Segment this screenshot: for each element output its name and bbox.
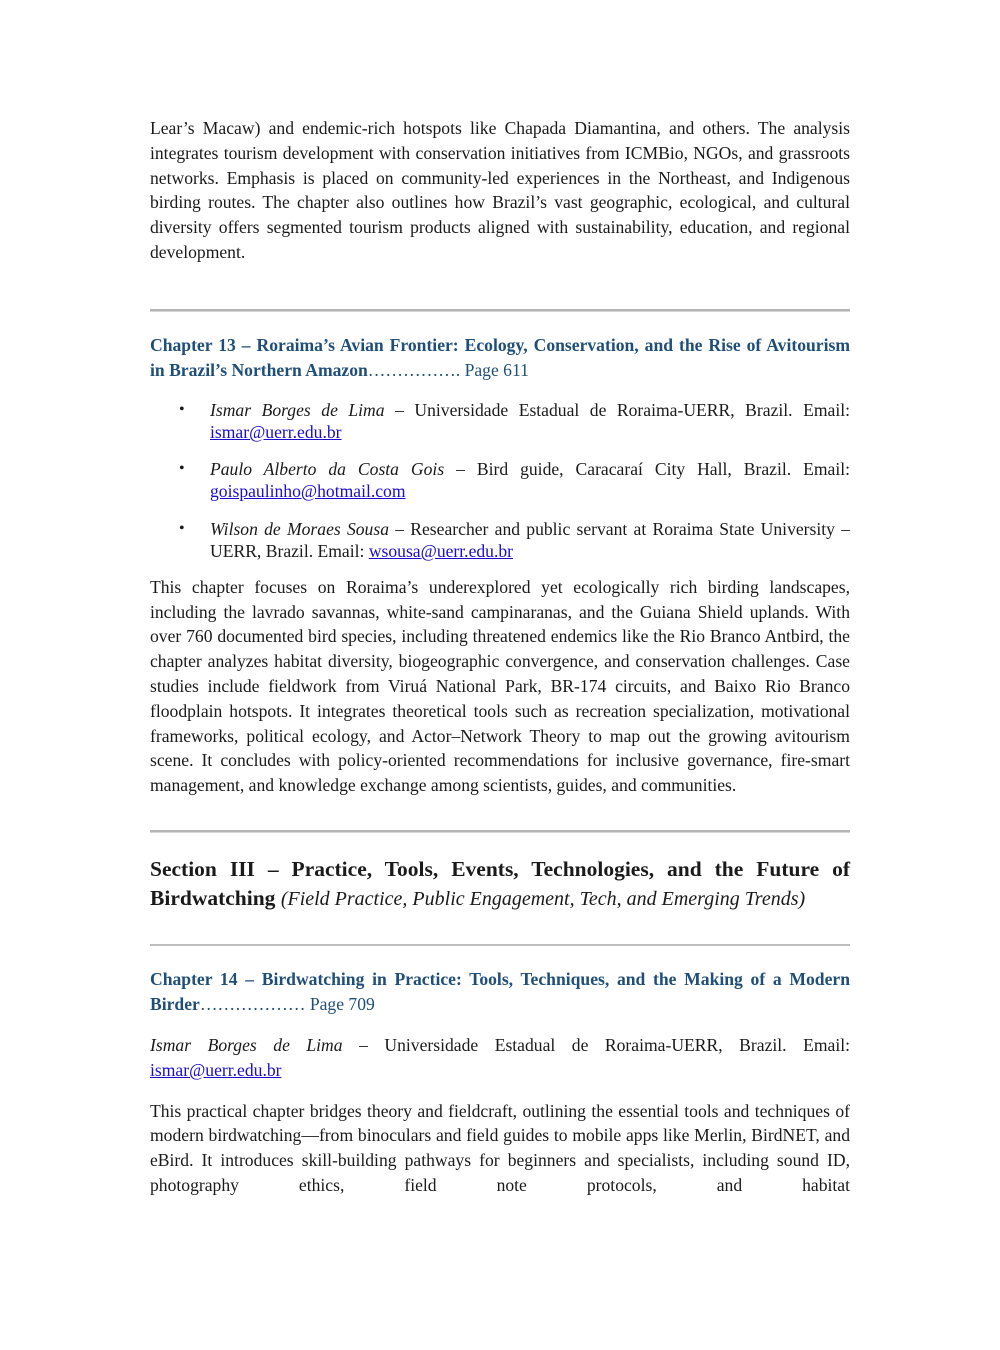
list-item [210,399,850,443]
chapter-14-leader: ……………… [199,993,306,1014]
section-3-heading [150,855,850,914]
document-page [150,116,850,1198]
author-affiliation: – Researcher and public servant at Roraima State University – UERR, Brazil. Email: [210,518,850,561]
chapter-14-heading[interactable] [150,967,850,1017]
author-email-link[interactable]: ismar@uerr.edu.br [150,1059,282,1080]
author-affiliation: – Bird guide, Caracaraí City Hall, Brazil. Email: [444,458,850,479]
list-item [210,518,850,562]
section-3-title: Section III – Practice, Tools, Events, Technologies, and the Future of Birdwatching [150,856,850,910]
author-name: Wilson de Moraes Sousa [210,518,389,539]
chapter-13-leader: ……………. [367,359,461,380]
chapter-13-author-list [150,399,850,562]
author-affiliation: – Universidade Estadual de Roraima-UERR, Brazil. Email: [384,399,850,420]
author-name: Ismar Borges de Lima [210,399,385,420]
chapter-13-page: Page 611 [464,359,529,380]
author-name: Ismar Borges de Lima [150,1034,343,1055]
author-name: Paulo Alberto da Costa Gois [210,458,445,479]
chapter-13-abstract: This chapter focuses on Roraima’s underexplored yet ecologically rich birding landscapes, including the lavrado savannas, white-sand campinaranas, and the Guiana Shield uplands. With over 760 documented bird species, including threatened endemics like the Rio Branco Antbird, the chapter analyzes habitat diversity, biogeographic convergence, and conservation challenges. Case studies include fieldwork from Viruá National Park, BR-174 circuits, and Baixo Rio Branco floodplain hotspots. It integrates theoretical tools such as recreation specialization, motivational frameworks, political ecology, and Actor–Network Theory to map out the growing avitourism scene. It concludes with policy-oriented recommendations for inclusive governance, fire-smart management, and knowledge exchange among scientists, guides, and communities. [150,576,850,796]
author-email-link[interactable]: goispaulinho@hotmail.com [210,480,406,501]
author-email-link[interactable]: ismar@uerr.edu.br [210,421,342,442]
chapter-14-author [150,1033,850,1083]
list-item [210,458,850,502]
author-email-link[interactable]: wsousa@uerr.edu.br [368,540,514,561]
chapter-14-title: Chapter 14 – Birdwatching in Practice: Tools, Techniques, and the Making of a Modern Birder [150,968,850,1014]
chapter-14-page: Page 709 [309,993,375,1014]
chapter-13-heading[interactable] [150,333,850,383]
chapter-13-title: Chapter 13 – Roraima’s Avian Frontier: Ecology, Conservation, and the Rise of Avitourism in Brazil’s Northern Amazon [150,334,850,380]
author-affiliation: – Universidade Estadual de Roraima-UERR, Brazil. Email: [342,1034,850,1055]
intro-paragraph: Lear’s Macaw) and endemic-rich hotspots like Chapada Diamantina, and others. The analysis integrates tourism development with conservation initiatives from ICMBio, NGOs, and grassroots networks. Emphasis is placed on community-led experiences in the Northeast, and Indigenous birding routes. The chapter also outlines how Brazil’s vast geographic, ecological, and cultural diversity offers segmented tourism products aligned with sustainability, education, and regional development. [150,118,850,262]
chapter-14-abstract: This practical chapter bridges theory and fieldcraft, outlining the essential tools and techniques of modern birdwatching—from binoculars and field guides to mobile apps like Merlin, BirdNET, and eBird. It introduces skill-building pathways for beginners and specialists, including sound ID, photography ethics, field note protocols, and habitat [150,1100,850,1195]
section-3-subtitle: (Field Practice, Public Engagement, Tech, and Emerging Trends) [280,887,806,910]
